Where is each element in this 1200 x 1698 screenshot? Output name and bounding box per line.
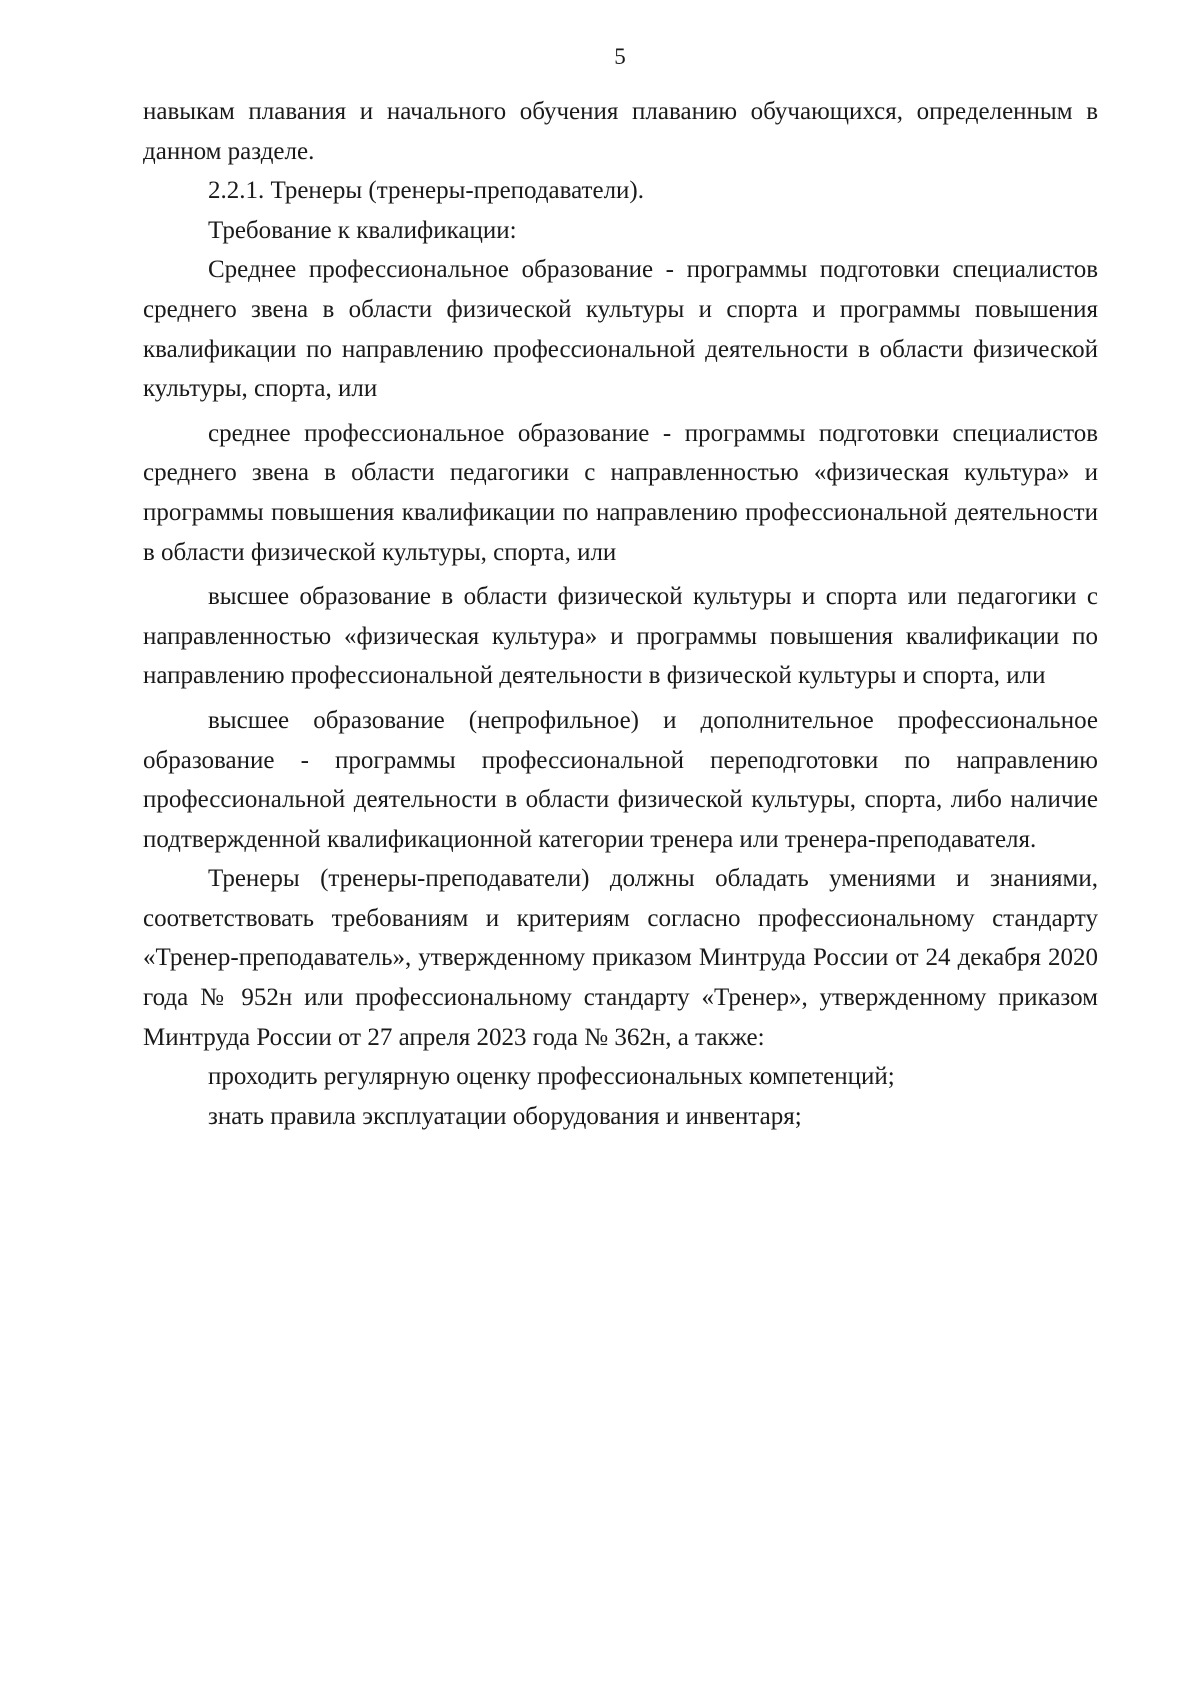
paragraph-secondary-education-sport: Среднее профессиональное образование - программы подготовки специалистов среднего звена в области физической культуры и спорта и программы повышения квалификации по направлению профессиональной деятельности в области физической культуры, спорта, или bbox=[143, 256, 1098, 403]
paragraph-continuation: навыкам плавания и начального обучения плаванию обучающихся, определенным в данном разделе. bbox=[143, 98, 1098, 165]
list-item: проходить регулярную оценку профессиональных компетенций; bbox=[208, 1063, 895, 1091]
section-heading: 2.2.1. Тренеры (тренеры-преподаватели). bbox=[208, 177, 645, 205]
paragraph-higher-education-nonspecialized: высшее образование (непрофильное) и дополнительное профессиональное образование - программы профессиональной переподготовки по направлению профессиональной деятельности в области физической культуры, спорта, либо наличие подтвержденной квалификационной категории тренера или тренера-преподавателя. bbox=[143, 706, 1098, 853]
list-item: знать правила эксплуатации оборудования и инвентаря; bbox=[208, 1102, 802, 1130]
qualification-heading: Требование к квалификации: bbox=[208, 216, 517, 244]
page-number: 5 bbox=[614, 44, 626, 69]
paragraph-trainer-requirements: Тренеры (тренеры-преподаватели) должны обладать умениями и знаниями, соответствовать требованиям и критериям согласно профессиональному стандарту «Тренер-преподаватель», утвержденному приказом Минтруда России от 24 декабря 2020 года № 952н или профессиональному стандарту «Тренер», утвержденному приказом Минтруда России от 27 апреля 2023 года № 362н, а также: bbox=[143, 865, 1098, 1051]
paragraph-secondary-education-pedagogy: среднее профессиональное образование - программы подготовки специалистов среднего звена в области педагогики с направленностью «физическая культура» и программы повышения квалификации по направлению профессиональной деятельности в области физической культуры, спорта, или bbox=[143, 419, 1098, 566]
document-body bbox=[143, 92, 1098, 1136]
paragraph-higher-education: высшее образование в области физической культуры и спорта или педагогики с направленностью «физическая культура» и программы повышения квалификации по направлению профессиональной деятельности в физической культуры и спорта, или bbox=[143, 583, 1098, 690]
